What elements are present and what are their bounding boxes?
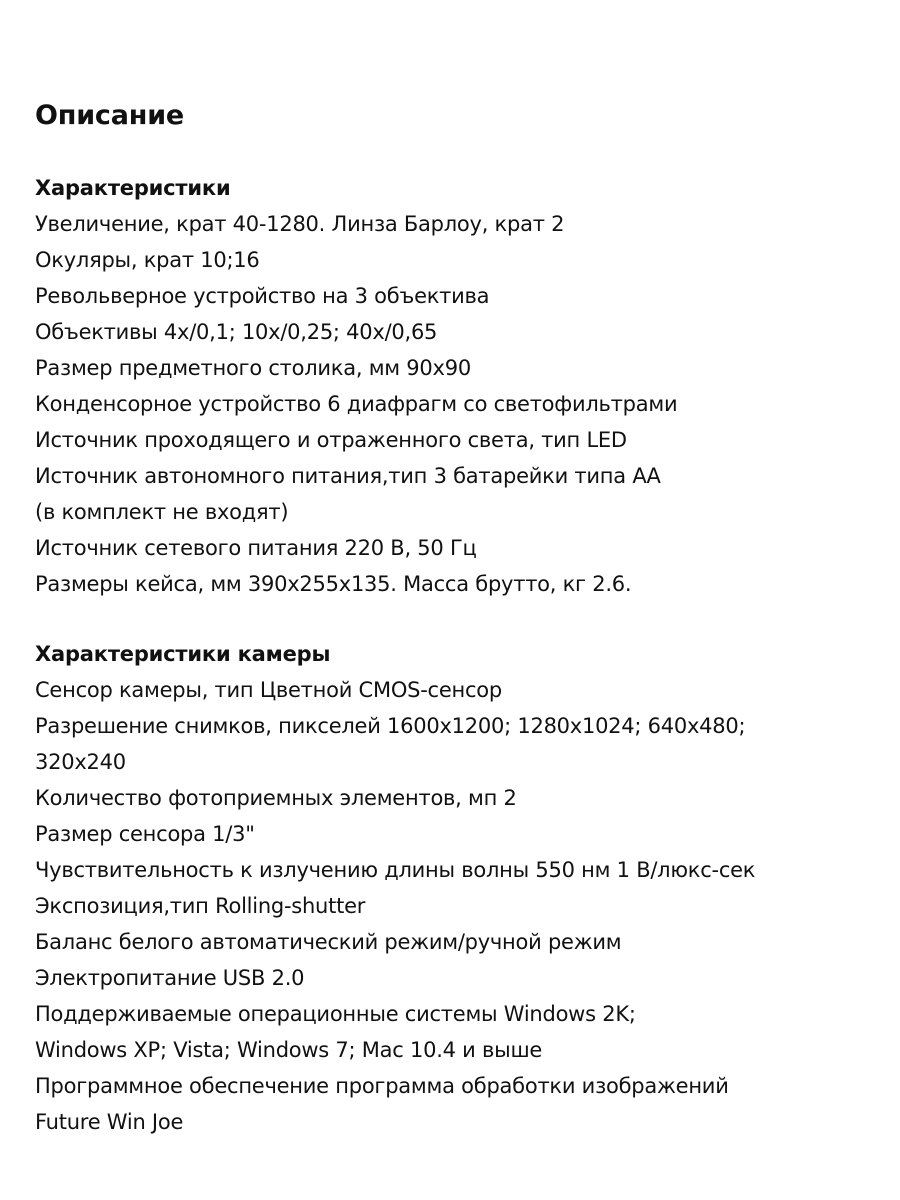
camera-specs-section — [35, 636, 885, 1140]
specs-heading: Характеристики — [35, 176, 231, 200]
spec-line: Окуляры, крат 10;16 — [35, 248, 260, 272]
page-title: Описание — [35, 100, 185, 131]
camera-spec-line: Электропитание USB 2.0 — [35, 966, 305, 990]
camera-spec-line: Поддерживаемые операционные системы Windows 2K; — [35, 1002, 636, 1026]
spec-line: Размер предметного столика, мм 90х90 — [35, 356, 471, 380]
camera-spec-line: Чувствительность к излучению длины волны 550 нм 1 В/люкс-сек — [35, 858, 756, 882]
spec-line: (в комплект не входят) — [35, 500, 289, 524]
camera-spec-line: Баланс белого автоматический режим/ручной режим — [35, 930, 622, 954]
camera-spec-line: 320х240 — [35, 750, 126, 774]
spec-line: Источник автономного питания,тип 3 батарейки типа АА — [35, 464, 661, 488]
camera-spec-line: Windows XP; Vista; Windows 7; Mac 10.4 и выше — [35, 1038, 543, 1062]
specs-section — [35, 170, 885, 602]
camera-spec-line: Экспозиция,тип Rolling-shutter — [35, 894, 366, 918]
spec-line: Размеры кейса, мм 390х255х135. Масса брутто, кг 2.6. — [35, 572, 632, 596]
camera-specs-heading: Характеристики камеры — [35, 642, 331, 666]
spec-line: Источник сетевого питания 220 В, 50 Гц — [35, 536, 477, 560]
camera-spec-line: Программное обеспечение программа обработки изображений — [35, 1074, 729, 1098]
spec-line: Конденсорное устройство 6 диафрагм со светофильтрами — [35, 392, 678, 416]
camera-spec-line: Сенсор камеры, тип Цветной CMOS-сенсор — [35, 678, 502, 702]
spec-line: Увеличение, крат 40-1280. Линза Барлоу, крат 2 — [35, 212, 565, 236]
camera-spec-line: Future Win Joe — [35, 1110, 184, 1134]
camera-spec-line: Размер сенсора 1/3" — [35, 822, 255, 846]
camera-spec-line: Разрешение снимков, пикселей 1600х1200; 1280х1024; 640х480; — [35, 714, 746, 738]
spec-line: Источник проходящего и отраженного света, тип LED — [35, 428, 627, 452]
description-document — [35, 96, 885, 1140]
spec-line: Объективы 4х/0,1; 10х/0,25; 40х/0,65 — [35, 320, 438, 344]
spec-line: Револьверное устройство на 3 объектива — [35, 284, 490, 308]
camera-spec-line: Количество фотоприемных элементов, мп 2 — [35, 786, 517, 810]
